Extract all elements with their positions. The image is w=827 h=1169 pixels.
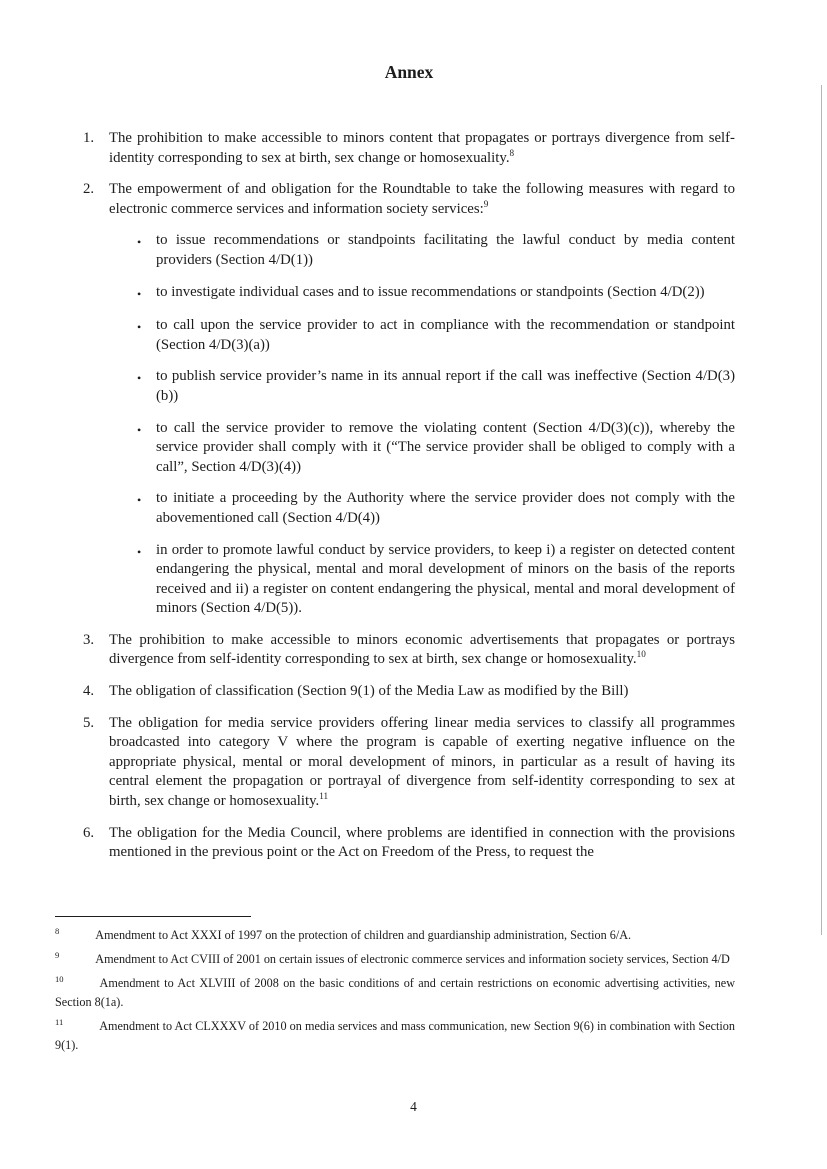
bullet-item-1 (137, 231, 735, 270)
footnote-text: Amendment to Act XLVIII of 2008 on the basic conditions of and certain restrictions on economic advertising activities, new Section 8(1a). (55, 976, 735, 1009)
list-item-6 (83, 824, 735, 863)
item-number: 1. (83, 130, 95, 146)
bullet-text: to call the service provider to remove the violating content (Section 4/D(3)(c)), whereby the service provider shall comply with it (“The service provider shall be obliged to comply with a call”, Section 4/D(3)(4)) (156, 419, 735, 475)
item-text: The obligation of classification (Section 9(1) of the Media Law as modified by the Bill) (109, 683, 629, 700)
bullet-item-5 (137, 419, 735, 478)
page-title: Annex (384, 62, 434, 82)
footnote-number: 8 (55, 925, 60, 936)
item-body (109, 824, 735, 863)
bullet-icon: • (137, 286, 142, 301)
list-item-1 (83, 129, 735, 168)
item-number: 2. (83, 181, 95, 198)
bullet-icon: • (137, 371, 142, 386)
footnote-8 (55, 926, 735, 945)
list-item-3 (83, 631, 735, 670)
bullet-item-3 (137, 316, 735, 355)
item-text: The prohibition to make accessible to minors content that propagates or portrays divergence from self-identity corresponding to sex at birth, sex change or homosexuality. (109, 130, 735, 166)
footnote-ref-8: 8 (509, 147, 515, 158)
bullet-text: in order to promote lawful conduct by service providers, to keep i) a register on detected content endangering the physical, mental and moral development of minors on the basis of the reports received and ii) a register on content endangering the physical, mental and moral development of minors (Section 4/D(5)). (156, 541, 735, 617)
numbered-list (83, 129, 735, 863)
bullet-text: to call upon the service provider to act in compliance with the recommendation or standpoint (Section 4/D(3)(a)) (156, 317, 735, 353)
bullet-text: to publish service provider’s name in its annual report if the call was ineffective (Section 4/D(3)(b)) (156, 368, 735, 404)
item-body (109, 180, 735, 619)
footnote-ref-10: 10 (636, 649, 646, 660)
footnote-number: 11 (55, 1016, 64, 1027)
footnote-11 (55, 1017, 735, 1055)
bullet-icon: • (137, 493, 142, 508)
footnote-10 (55, 974, 735, 1012)
bullet-item-7 (137, 541, 735, 619)
footnote-number: 10 (55, 973, 64, 984)
bullet-item-6 (137, 489, 735, 528)
bullet-item-2 (137, 283, 735, 305)
item-text: The obligation for media service providers offering linear media services to classify all programmes broadcasted into category V where the program is capable of exerting negative influence on the appropriate physical, mental or moral development of minors, in particular as a result of having its central element the propagation or portrayal of divergence from self-identity corresponding to sex at birth, sex change or homosexuality. (109, 714, 735, 810)
item-text: The obligation for the Media Council, where problems are identified in connection with the provisions mentioned in the previous point or the Act on Freedom of the Press, to request the (109, 824, 735, 861)
footnote-text: Amendment to Act CLXXXV of 2010 on media services and mass communication, new Section 9(6) in combination with Section 9(1). (55, 1019, 735, 1052)
bullet-icon: • (137, 320, 142, 335)
item-number: 5. (83, 714, 95, 731)
list-item-5 (83, 714, 735, 812)
item-body (109, 682, 735, 702)
scan-edge-artifact (821, 85, 823, 935)
item-number: 3. (83, 631, 95, 648)
bullet-icon: • (137, 235, 142, 250)
item-body (109, 129, 735, 168)
footnote-text: Amendment to Act XXXI of 1997 on the protection of children and guardianship administration, Section 6/A. (95, 928, 632, 942)
bullet-item-4 (137, 367, 735, 406)
bullet-icon: • (137, 422, 142, 437)
bullet-text: to initiate a proceeding by the Authority where the service provider does not comply with the abovementioned call (Section 4/D(4)) (156, 490, 735, 526)
bullet-text: to issue recommendations or standpoints facilitating the lawful conduct by media content providers (Section 4/D(1)) (156, 232, 735, 268)
bullet-list (137, 231, 735, 619)
footnote-number: 9 (55, 949, 60, 960)
footnotes-section (55, 916, 735, 1060)
item-text: The prohibition to make accessible to minors economic advertisements that propagates or portrays divergence from self-identity corresponding to sex at birth, sex change or homosexuality. (109, 631, 735, 668)
footnote-text: Amendment to Act CVIII of 2001 on certain issues of electronic commerce services and information society services, Section 4/D (95, 952, 730, 966)
list-item-2 (83, 180, 735, 619)
item-body (109, 714, 735, 812)
list-item-4 (83, 682, 735, 702)
bullet-text: to investigate individual cases and to issue recommendations or standpoints (Section 4/D(2)) (156, 283, 705, 300)
footnote-ref-9: 9 (483, 198, 489, 209)
item-body (109, 631, 735, 670)
bullet-icon: • (137, 544, 142, 559)
item-text: The empowerment of and obligation for the Roundtable to take the following measures with regard to electronic commerce services and information society services: (109, 181, 735, 217)
footnote-9 (55, 950, 735, 969)
footnote-separator (55, 916, 251, 917)
item-number: 6. (83, 824, 95, 841)
item-number: 4. (83, 683, 95, 700)
page-number: 4 (410, 1099, 417, 1114)
footnote-ref-11: 11 (319, 791, 329, 802)
